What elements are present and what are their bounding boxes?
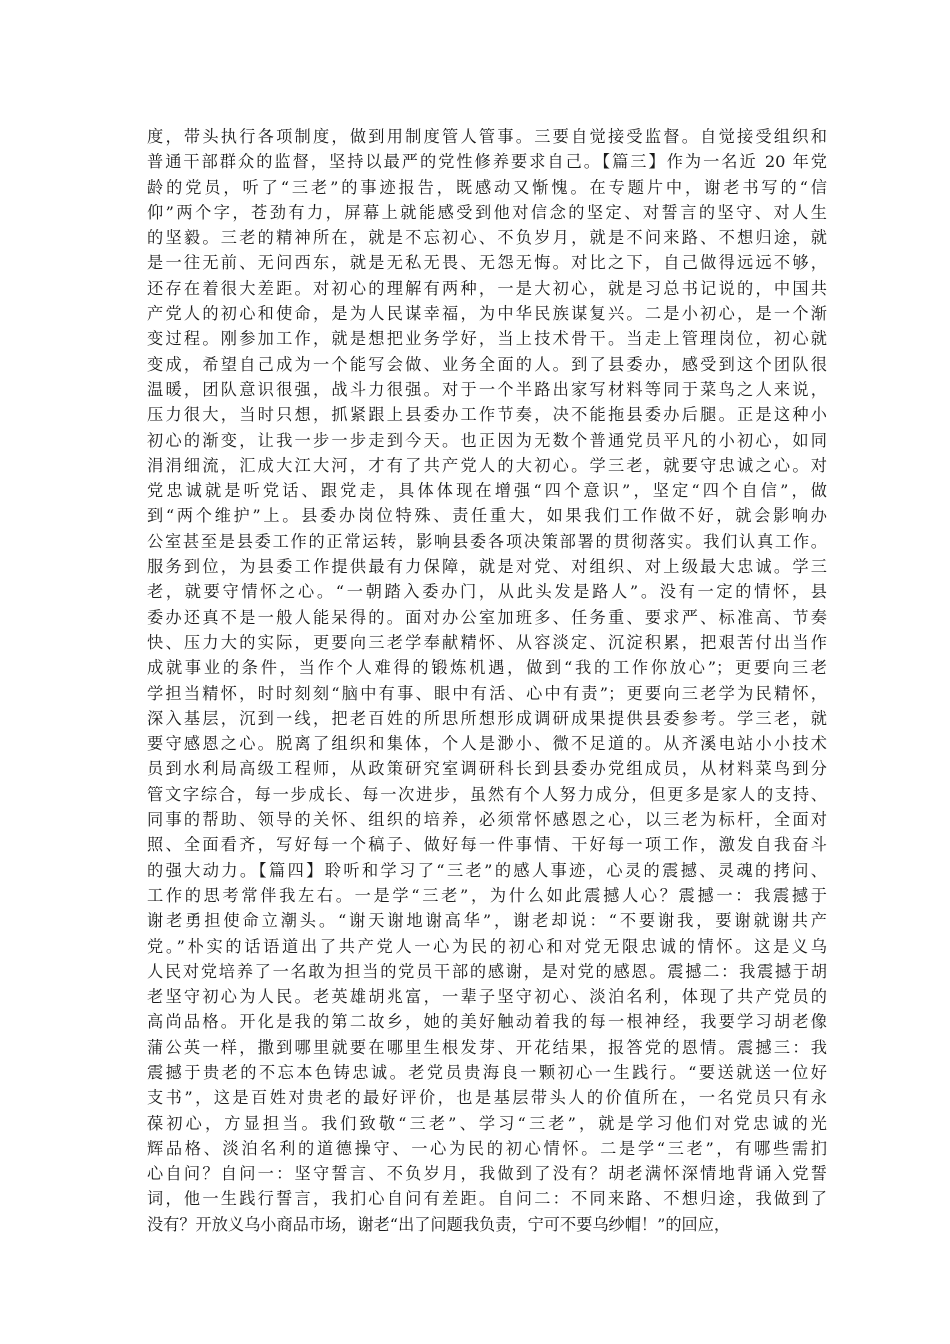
text-line: 还存在着很大差距。对初心的理解有两种，一是大初心，就是习总书记说的，中国共	[147, 278, 827, 298]
text-line: 度，带头执行各项制度，做到用制度管人管事。三要自觉接受监督。自觉接受组织和	[147, 127, 827, 146]
text-line: 变成，希望自己成为一个能写会做、业务全面的人。到了县委办，感受到这个团队很	[147, 354, 827, 374]
text-line: 照、全面看齐，写好每一个稿子、做好每一件事情、干好每一项工作，激发自我奋斗	[147, 835, 827, 855]
text-line: 老坚守初心为人民。老英雄胡兆富，一辈子坚守初心、淡泊名利，体现了共产党员的	[147, 987, 827, 1007]
text-line: 龄的党员，听了“三老”的事迹报告，既感动又惭愧。在专题片中，谢老书写的“信	[147, 177, 827, 197]
text-line: 的坚毅。三老的精神所在，就是不忘初心、不负岁月，就是不问来路、不想归途，就	[147, 228, 827, 248]
text-line: 工作的思考常伴我左右。一是学“三老”，为什么如此震撼人心？震撼一：我震撼于	[147, 885, 827, 905]
text-line: 初心的渐变，让我一步一步走到今天。也正因为无数个普通党员平凡的小初心，如同	[147, 430, 827, 450]
text-line: 词，他一生践行誓言，我扪心自问有差距。自问二：不同来路、不想归途，我做到了	[147, 1189, 827, 1209]
text-line: 服务到位，为县委工作提供最有力保障，就是对党、对组织、对上级最大忠诚。学三	[147, 557, 827, 577]
text-line: 高尚品格。开化是我的第二故乡，她的美好触动着我的每一根神经，我要学习胡老像	[147, 1012, 827, 1032]
text-line: 党忠诚就是听党话、跟党走，具体体现在增强“四个意识”，坚定“四个自信”，做	[147, 481, 827, 501]
text-line: 温暖，团队意识很强，战斗力很强。对于一个半路出家写材料等同于菜鸟之人来说，	[147, 379, 827, 399]
text-line: 蒲公英一样，撒到哪里就要在哪里生根发芽、开花结果，报答党的恩情。震撼三：我	[147, 1037, 827, 1057]
text-line: 没有？开放义乌小商品市场，谢老“出了问题我负责，宁可不要乌纱帽！”的回应，	[147, 1214, 731, 1234]
text-line: 委办还真不是一般人能呆得的。面对办公室加班多、任务重、要求严、标准高、节奏	[147, 607, 827, 627]
text-line: 公室甚至是县委工作的正常运转，影响县委各项决策部署的贯彻落实。我们认真工作。	[147, 531, 827, 551]
text-line: 快、压力大的实际，更要向三老学奉献精怀、从容淡定、沉淀积累，把艰苦付出当作	[147, 632, 827, 652]
text-line: 震撼于贵老的不忘本色铸忠诚。老党员贵海良一颗初心一生践行。“要送就送一位好	[147, 1062, 827, 1082]
text-line: 葆初心，方显担当。我们致敬“三老”、学习“三老”，就是学习他们对党忠诚的光	[147, 1113, 827, 1133]
text-line: 是一往无前、无问西东，就是无私无畏、无怨无悔。对比之下，自己做得远远不够，	[147, 253, 827, 273]
text-line: 心自问？自问一：坚守誓言、不负岁月，我做到了没有？胡老满怀深情地背诵入党誓	[147, 1164, 827, 1184]
text-line: 要守感恩之心。脱离了组织和集体，个人是渺小、微不足道的。从齐溪电站小小技术	[147, 734, 827, 754]
body-text	[147, 124, 827, 1237]
text-line: 人民对党培养了一名敢为担当的党员干部的感谢，是对党的感恩。震撼二：我震撼于胡	[147, 961, 827, 981]
text-line: 谢老勇担使命立潮头。“谢天谢地谢高华”，谢老却说：“不要谢我，要谢就谢共产	[147, 911, 827, 931]
text-line: 辉品格、淡泊名利的道德操守、一心为民的初心情怀。二是学“三老”，有哪些需扪	[147, 1138, 827, 1158]
text-line: 党。”朴实的话语道出了共产党人一心为民的初心和对党无限忠诚的情怀。这是义乌	[147, 936, 827, 956]
text-line: 仰”两个字，苍劲有力，屏幕上就能感受到他对信念的坚定、对誓言的坚守、对人生	[147, 202, 827, 222]
text-line: 变过程。刚参加工作，就是想把业务学好，当上技术骨干。当走上管理岗位，初心就	[147, 329, 827, 349]
text-line: 普通干部群众的监督，坚持以最严的党性修养要求自己。【篇三】作为一名近 20 年党	[147, 152, 827, 172]
text-line: 学担当精怀，时时刻刻“脑中有事、眼中有活、心中有责”；更要向三老学为民精怀，	[147, 683, 827, 703]
text-line: 管文字综合，每一步成长、每一次进步，虽然有个人努力成分，但更多是家人的支持、	[147, 784, 827, 804]
text-line: 深入基层，沉到一线，把老百姓的所思所想形成调研成果提供县委参考。学三老，就	[147, 708, 827, 728]
text-line: 的强大动力。【篇四】聆听和学习了“三老”的感人事迹，心灵的震撼、灵魂的拷问、	[147, 860, 827, 880]
text-line: 成就事业的条件，当作个人难得的锻炼机遇，做到“我的工作你放心”；更要向三老	[147, 658, 827, 678]
text-line: 员到水利局高级工程师，从政策研究室调研科长到县委办党组成员，从材料菜鸟到分	[147, 759, 827, 779]
text-line: 压力很大，当时只想，抓紧跟上县委办工作节奏，决不能拖县委办后腿。正是这种小	[147, 405, 827, 425]
text-line: 老，就要守情怀之心。“一朝踏入委办门，从此头发是路人”。没有一定的情怀，县	[147, 582, 827, 602]
text-line: 到“两个维护”上。县委办岗位特殊、责任重大，如果我们工作做不好，就会影响办	[147, 506, 827, 526]
text-line: 支书”，这是百姓对贵老的最好评价，也是基层带头人的价值所在，一名党员只有永	[147, 1088, 827, 1108]
text-line: 涓涓细流，汇成大江大河，才有了共产党人的大初心。学三老，就要守忠诚之心。对	[147, 455, 827, 475]
text-line: 产党人的初心和使命，是为人民谋幸福，为中华民族谋复兴。二是小初心，是一个渐	[147, 304, 827, 324]
text-line: 同事的帮助、领导的关怀、组织的培养，必须常怀感恩之心，以三老为标杆，全面对	[147, 810, 827, 830]
